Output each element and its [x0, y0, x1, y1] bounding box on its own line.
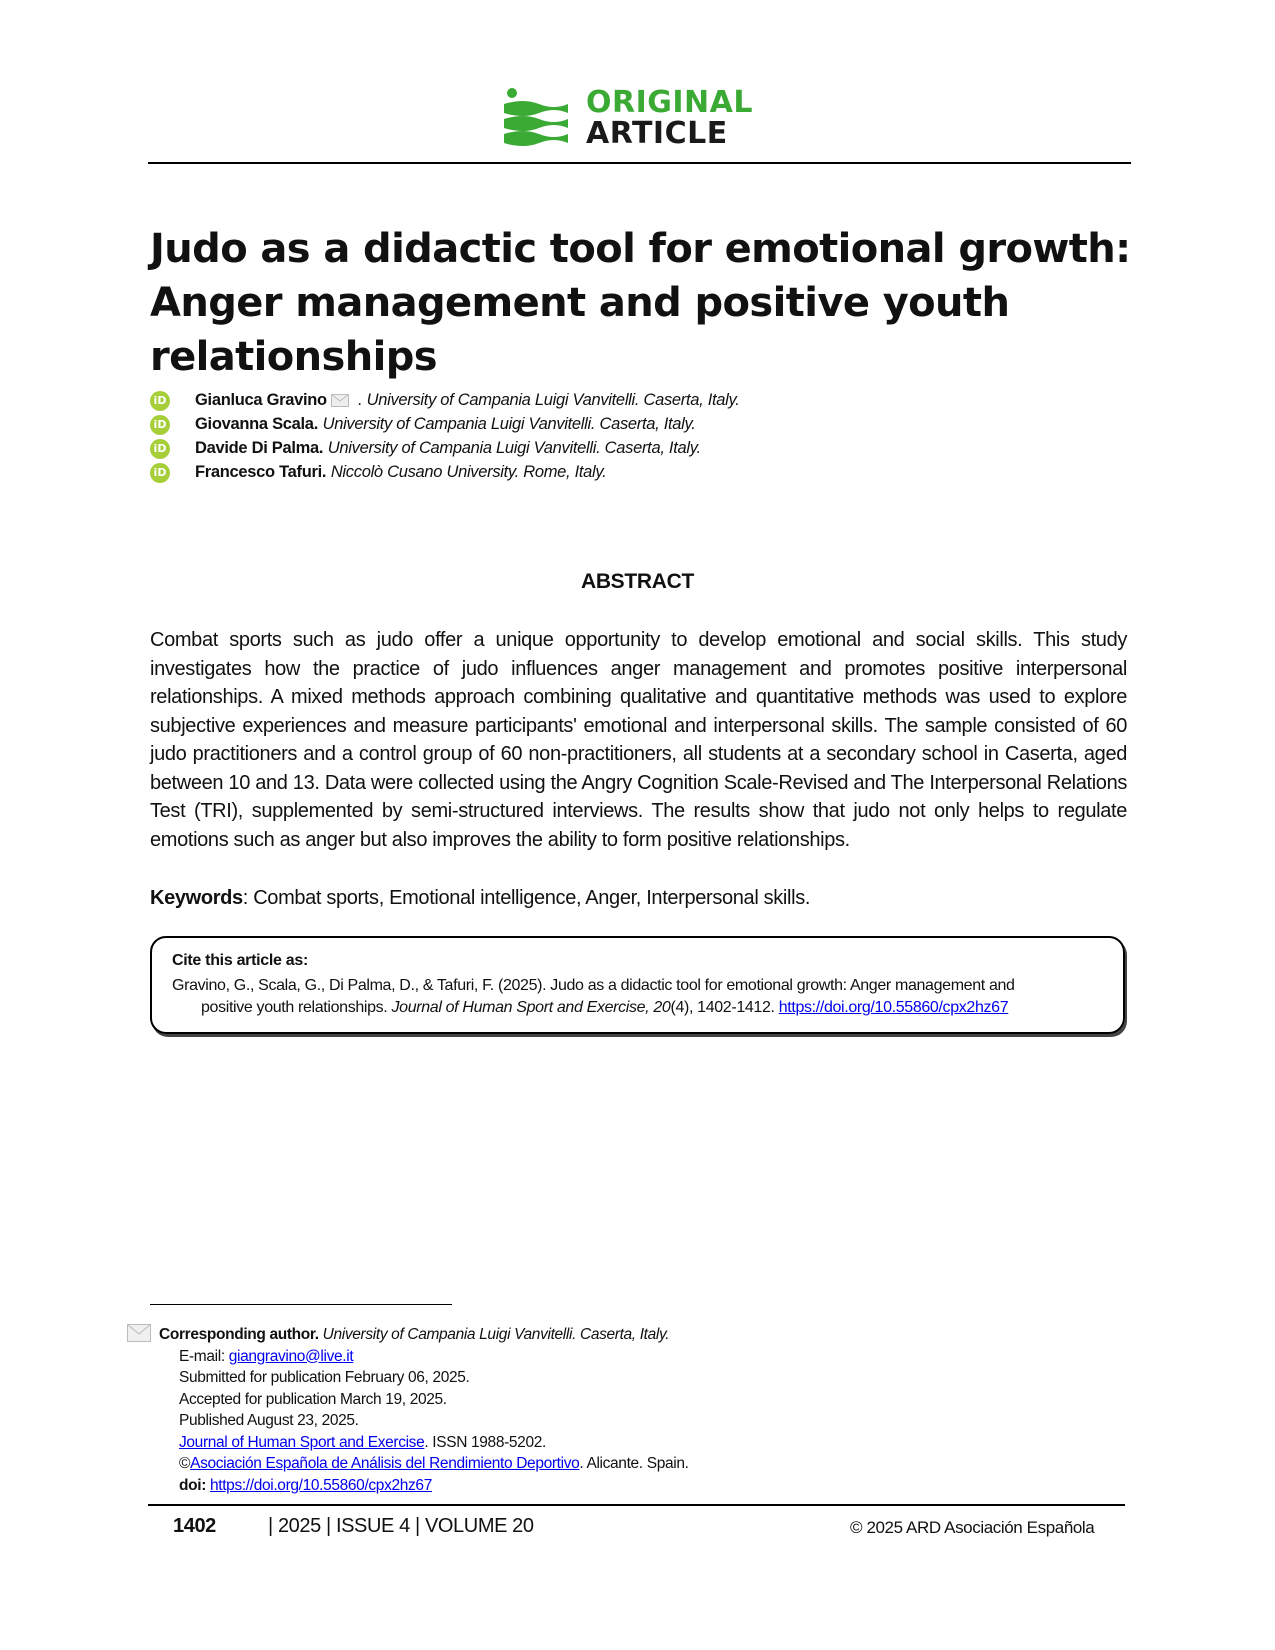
keywords	[150, 884, 1127, 912]
citation-text	[172, 975, 1102, 1019]
envelope-icon	[127, 1324, 151, 1342]
email-row	[127, 1346, 827, 1368]
citation-label: Cite this article as:	[172, 952, 308, 969]
orcid-icon[interactable]: iD	[150, 463, 170, 483]
citation-journal: Journal of Human Sport and Exercise, 20	[391, 999, 671, 1016]
orcid-icon[interactable]: iD	[150, 415, 170, 435]
abstract-text: Combat sports such as judo offer a unique opportunity to develop emotional and social skills. This study investigates how the practice of judo influences anger management and promotes positive interpersonal relationships. A mixed methods approach combining qualitative and quantitative methods was used to explore subjective experiences and measure participants' emotional and interpersonal skills. The sample consisted of 60 judo practitioners and a control group of 60 non-practitioners, all students at a secondary school in Caserta, aged between 10 and 13. Data were collected using the Angry Cognition Scale-Revised and The Interpersonal Relations Test (TRI), supplemented by semi-structured interviews. The results show that judo not only helps to regulate emotions such as anger but also improves the ability to form positive relationships.	[150, 629, 1127, 851]
author-name: Giovanna Scala.	[195, 415, 318, 433]
email-label: E-mail:	[179, 1347, 229, 1365]
footnote	[127, 1324, 827, 1496]
header-rule	[148, 162, 1131, 164]
citation-line-2	[172, 997, 1102, 1019]
accepted-date: Accepted for publication March 19, 2025.	[179, 1390, 447, 1408]
author-item	[150, 436, 1050, 460]
issn: . ISSN 1988-5202.	[424, 1433, 546, 1451]
author-affiliation: Niccolò Cusano University. Rome, Italy.	[330, 463, 607, 481]
abstract-heading: ABSTRACT	[580, 570, 695, 593]
citation-doi-link[interactable]: https://doi.org/10.55860/cpx2hz67	[778, 999, 1009, 1016]
author-sep: .	[352, 391, 367, 409]
journal-logo	[504, 85, 774, 151]
footer-rule	[148, 1504, 1125, 1506]
doi-row	[127, 1475, 827, 1497]
author-name: Davide Di Palma.	[195, 439, 324, 457]
submitted-date: Submitted for publication February 06, 2025.	[179, 1369, 470, 1386]
corresponding-label: Corresponding author.	[159, 1326, 319, 1343]
article-title: Judo as a didactic tool for emotional growth: Anger management and positive youth relationships	[150, 226, 1131, 380]
citation-title-end: positive youth relationships.	[201, 999, 392, 1016]
corresponding-affiliation: University of Campania Luigi Vanvitelli. Caserta, Italy.	[318, 1326, 670, 1343]
author-item	[150, 460, 1050, 484]
doi-label: doi:	[179, 1476, 207, 1494]
published-date: Published August 23, 2025.	[179, 1412, 359, 1429]
author-name: Gianluca Gravino	[195, 391, 327, 409]
keywords-label: Keywords	[150, 887, 243, 909]
page-number: 1402	[173, 1515, 216, 1537]
author-item	[150, 412, 1050, 436]
author-affiliation: University of Campania Luigi Vanvitelli. Caserta, Italy.	[327, 439, 701, 457]
keywords-text: : Combat sports, Emotional intelligence, Anger, Interpersonal skills.	[242, 887, 811, 909]
citation-line-1: Gravino, G., Scala, G., Di Palma, D., & Tafuri, F. (2025). Judo as a didactic tool for emotional growth: Anger management and	[172, 977, 1015, 994]
orcid-icon[interactable]: iD	[150, 391, 170, 411]
stripes-logo-icon	[504, 88, 574, 148]
envelope-icon[interactable]	[331, 394, 349, 407]
issue-info: | 2025 | ISSUE 4 | VOLUME 20	[268, 1515, 534, 1537]
corresponding-author	[127, 1324, 827, 1346]
author-name: Francesco Tafuri.	[195, 463, 327, 481]
citation-issue: (4), 1402-1412.	[670, 999, 779, 1016]
logo-word-article: ARTICLE	[586, 116, 728, 151]
author-affiliation: University of Campania Luigi Vanvitelli. Caserta, Italy.	[366, 391, 740, 409]
orcid-icon[interactable]: iD	[150, 439, 170, 459]
email-link[interactable]: giangravino@live.it	[228, 1347, 354, 1365]
author-affiliation: University of Campania Luigi Vanvitelli. Caserta, Italy.	[322, 415, 696, 433]
footer-copyright: © 2025 ARD Asociación Española	[850, 1518, 1095, 1537]
association-place: . Alicante. Spain.	[579, 1455, 689, 1472]
journal-row	[127, 1432, 827, 1454]
author-list	[150, 388, 1050, 484]
logo-word-original: ORIGINAL	[586, 85, 753, 120]
doi-link[interactable]: https://doi.org/10.55860/cpx2hz67	[209, 1476, 432, 1494]
footnote-rule	[150, 1304, 452, 1305]
author-item	[150, 388, 1050, 412]
association-link[interactable]: Asociación Española de Análisis del Rendimiento Deportivo	[190, 1455, 580, 1472]
association-row	[127, 1453, 827, 1475]
journal-link[interactable]: Journal of Human Sport and Exercise	[179, 1433, 425, 1451]
copyright-symbol: ©	[179, 1455, 191, 1472]
citation-box	[150, 936, 1125, 1034]
